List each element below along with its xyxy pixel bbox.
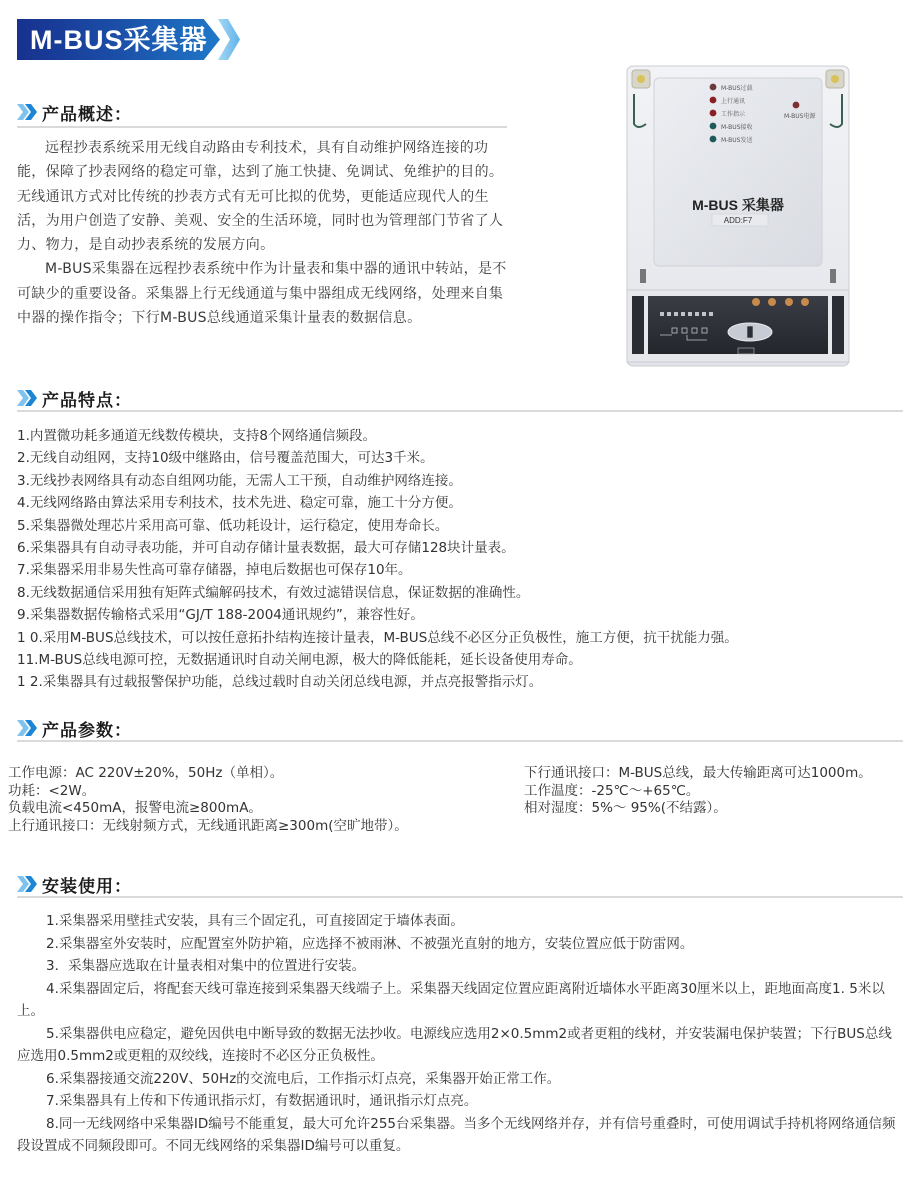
page-title: M-BUS采集器 [30,25,208,55]
svg-text:M-BUS 采集器: M-BUS 采集器 [692,197,784,213]
svg-text:工作指示: 工作指示 [721,111,746,118]
svg-text:M-BUS发送: M-BUS发送 [721,137,753,144]
section-title: 产品特点： [42,390,132,410]
section-title: 产品概述： [42,104,132,124]
param-item: 负载电流<450mA，报警电流≥800mA。 [8,800,262,816]
install-item: 7.采集器具有上传和下传通讯指示灯，有数据通讯时，通讯指示灯点亮。 [46,1093,478,1109]
install-item: 1.采集器采用壁挂式安装，具有三个固定孔，可直接固定于墙体表面。 [46,913,464,929]
params-right [524,765,872,818]
param-item: 相对湿度：5%～ 95%(不结露）。 [524,800,727,816]
overview-paragraph: 远程抄表系统采用无线自动路由专利技术，具有自动维护网络连接的功能，保障了抄表网络的稳定可靠，达到了施工快捷、免调试、免维护的目的。无线通讯方式对比传统的抄表方式有无可比拟的优势，更能适应现代人的生活，为用户创造了安静、美观、安全的生活环境，同时也为管理部门节省了人力、物力，是自动抄表系统的发展方向。 [17,140,504,254]
section-title: 产品参数： [42,720,132,740]
section-divider [17,126,507,128]
install-item: 4.采集器固定后，将配套天线可靠连接到采集器天线端子上。采集器天线固定位置应距离附近墙体水平距离30厘米以上，距地面高度1. 5米以上。 [17,980,885,1019]
double-chevron-icon [17,104,39,120]
feature-item: 9.采集器数据传输格式采用“GJ/T 188-2004通讯规约”，兼容性好。 [17,607,424,624]
install-item: 8.同一无线网络中采集器ID编号不能重复，最大可允许255台采集器。当多个无线网络并存，并有信号重叠时，可使用调试手持机将网络通信频段设置成不同频段即可。不同无线网络的采集器ID编号可以重复。 [17,1115,896,1154]
section-divider [17,410,903,412]
chevron-right-icon [216,19,240,60]
feature-item: 2.无线自动组网，支持10级中继路由，信号覆盖范围大，可达3千米。 [17,450,434,467]
svg-text:上行通讯: 上行通讯 [721,98,746,105]
svg-text:M-BUS接收: M-BUS接收 [721,124,753,131]
double-chevron-icon [17,876,39,892]
param-item: 工作电源：AC 220V±20%，50Hz（单相）。 [8,765,284,781]
overview-text [17,136,509,330]
feature-item: 1 2.采集器具有过载报警保护功能，总线过载时自动关闭总线电源，并点亮报警指示灯。 [17,674,543,691]
feature-item: 3.无线抄表网络具有动态自组网功能，无需人工干预，自动维护网络连接。 [17,472,462,489]
section-heading-features [17,387,132,409]
feature-item: 11.M-BUS总线电源可控，无数据通讯时自动关闸电源，极大的降低能耗，延长设备使用寿命。 [17,652,582,669]
feature-item: 5.采集器微处理芯片采用高可靠、低功耗设计，运行稳定，使用寿命长。 [17,517,449,534]
device-image [624,64,852,368]
param-item: 功耗：<2W。 [8,782,96,799]
double-chevron-icon [17,390,39,406]
svg-text:ADD:F7: ADD:F7 [723,216,753,225]
feature-item: 6.采集器具有自动寻表功能，并可自动存储计量表数据，最大可存储128块计量表。 [17,540,515,557]
section-heading-install [17,873,132,895]
feature-item: 1.内置微功耗多通道无线数传模块，支持8个网络通信频段。 [17,428,376,444]
svg-text:M-BUS电源: M-BUS电源 [784,113,816,120]
feature-item: 4.无线网络路由算法采用专利技术，技术先进、稳定可靠，施工十分方便。 [17,495,462,512]
feature-item: 7.采集器采用非易失性高可靠存储器，掉电后数据也可保存10年。 [17,562,412,579]
install-item: 2.采集器室外安装时，应配置室外防护箱，应选择不被雨淋、不被强光直射的地方，安装位置应低于防雷网。 [46,935,694,952]
features-list [17,425,738,694]
section-title: 安装使用： [42,876,132,896]
install-item: 5.采集器供电应稳定，避免因供电中断导致的数据无法抄收。电源线应选用2×0.5mm2或者更粗的线材，并安装漏电保护装置；下行BUS总线应选用0.5mm2或更粗的双绞线，连接时不必区分正负极性。 [17,1025,892,1064]
install-item: 6.采集器接通交流220V、50Hz的交流电后，工作指示灯点亮，采集器开始正常工作。 [46,1070,561,1087]
param-item: 下行通讯接口：M-BUS总线，最大传输距离可达1000m。 [524,765,872,781]
feature-item: 8.无线数据通信采用独有矩阵式编解码技术，有效过滤错误信息，保证数据的准确性。 [17,584,530,601]
double-chevron-icon [17,720,39,736]
install-list [17,910,897,1158]
param-item: 工作温度：-25℃～+65℃。 [524,782,700,799]
feature-item: 1 0.采用M-BUS总线技术，可以按任意拓扑结构连接计量表，M-BUS总线不必区分正负极性，施工方便，抗干扰能力强。 [17,629,738,646]
overview-paragraph: M-BUS采集器在远程抄表系统中作为计量表和集中器的通讯中转站，是不可缺少的重要设备。采集器上行无线通道与集中器组成无线网络，处理来自集中器的操作指令；下行M-BUS总线通道采集计量表的数据信息。 [17,261,507,327]
section-divider [17,896,903,898]
params-left [8,765,408,835]
svg-text:M-BUS过载: M-BUS过载 [721,85,753,92]
section-heading-overview [17,101,132,123]
install-item: 3．采集器应选取在计量表相对集中的位置进行安装。 [46,958,366,974]
section-heading-params [17,717,132,739]
section-divider [17,740,903,742]
param-item: 上行通讯接口：无线射频方式，无线通讯距离≥300m(空旷地带）。 [8,817,408,834]
